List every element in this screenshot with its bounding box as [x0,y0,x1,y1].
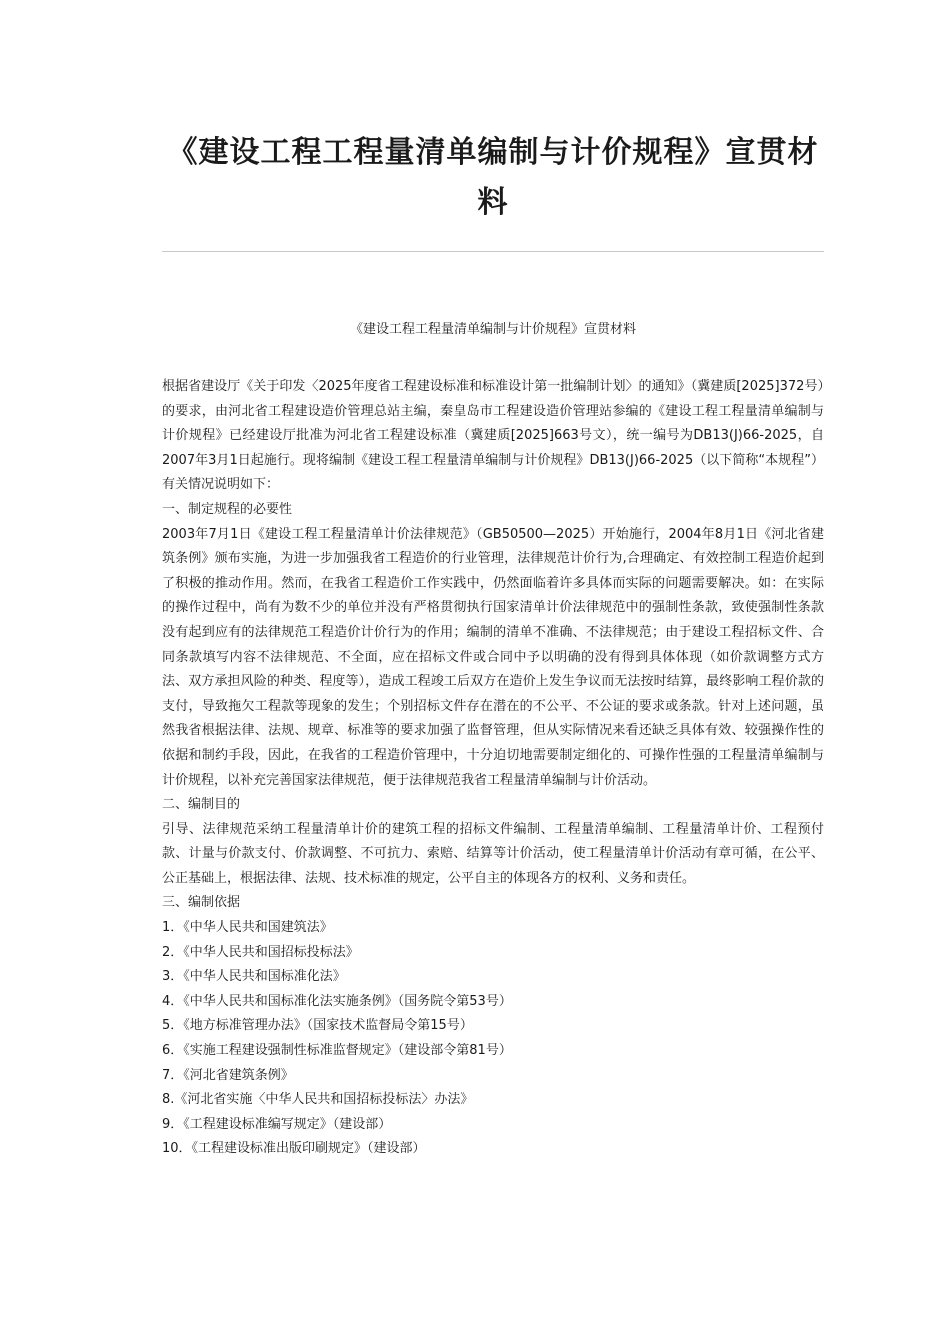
reference-item: 5．《地方标准管理办法》（国家技术监督局令第15号） [162,1018,473,1034]
reference-item: 3．《中华人民共和国标准化法》 [162,969,346,985]
reference-item: 9．《工程建设标准编写规定》（建设部） [162,1116,392,1132]
reference-item: 8.《河北省实施〈中华人民共和国招标投标法〉办法》 [162,1092,474,1108]
document-page [162,128,824,1162]
section-heading-necessity: 一、制定规程的必要性 [162,501,293,517]
reference-item: 1．《中华人民共和国建筑法》 [162,920,333,936]
document-body [162,375,824,1162]
document-subtitle: 《建设工程工程量清单编制与计价规程》宣贯材料 [349,322,636,337]
reference-item: 7．《河北省建筑条例》 [162,1067,294,1083]
page-title-line-1: 《建设工程工程量清单编制与计价规程》宣贯材 [167,135,819,170]
page-title-line-2: 料 [477,185,509,220]
section-heading-purpose: 二、编制目的 [162,797,241,813]
reference-item: 4．《中华人民共和国标准化法实施条例》（国务院令第53号） [162,993,512,1009]
intro-paragraph: 根据省建设厅《关于印发〈2025年度省工程建设标准和标准设计第一批编制计划〉的通知》（冀建质[2025]372号）的要求，由河北省工程建设造价管理总站主编，秦皇岛市工程建设造价管理站参编的《建设工程工程量清单编制与计价规程》已经建设厅批准为河北省工程建设标准（冀建质[2025]663号文），统一编号为DB13(J)66-2025，自2007年3月1日起施行。现将编制《建设工程工程量清单编制与计价规程》DB13(J)66-2025（以下简称“本规程”）有关情况说明如下： [162,379,824,493]
section-body-purpose: 引导、法律规范采纳工程量清单计价的建筑工程的招标文件编制、工程量清单编制、工程量清单计价、工程预付款、计量与价款支付、价款调整、不可抗力、索赔、结算等计价活动，使工程量清单计价活动有章可循，在公平、公正基础上，根据法律、法规、技术标准的规定，公平自主的体现各方的权利、义务和责任。 [162,821,824,886]
title-divider [162,251,824,252]
reference-item: 6．《实施工程建设强制性标准监督规定》（建设部令第81号） [162,1043,512,1059]
reference-list [162,916,824,1162]
reference-item: 2．《中华人民共和国招标投标法》 [162,944,359,960]
section-heading-basis: 三、编制依据 [162,895,241,911]
reference-item: 10．《工程建设标准出版印刷规定》（建设部） [162,1141,426,1157]
section-body-necessity: 2003年7月1日《建设工程工程量清单计价法律规范》（GB50500—2025）开始施行，2004年8月1日《河北省建筑条例》颁布实施，为进一步加强我省工程造价的行业管理，法律规范计价行为,合理确定、有效控制工程造价起到了积极的推动作用。然而，在我省工程造价工作实践中，仍然面临着许多具体而实际的问题需要解决。如：在实际的操作过程中，尚有为数不少的单位并没有严格贯彻执行国家清单计价法律规范中的强制性条款，致使强制性条款没有起到应有的法律规范工程造价计价行为的作用；编制的清单不准确、不法律规范；由于建设工程招标文件、合同条款填写内容不法律规范、不全面，应在招标文件或合同中予以明确的没有得到具体体现（如价款调整方式方法、双方承担风险的种类、程度等），造成工程竣工后双方在造价上发生争议而无法按时结算，最终影响工程价款的支付，导致拖欠工程款等现象的发生；个别招标文件存在潜在的不公平、不公证的要求或条款。针对上述问题，虽然我省根据法律、法规、规章、标准等的要求加强了监督管理，但从实际情况来看还缺乏具体有效、较强操作性的依据和制约手段，因此，在我省的工程造价管理中，十分迫切地需要制定细化的、可操作性强的工程量清单编制与计价规程，以补充完善国家法律规范，便于法律规范我省工程量清单编制与计价活动。 [162,526,824,788]
page-title [162,128,824,228]
